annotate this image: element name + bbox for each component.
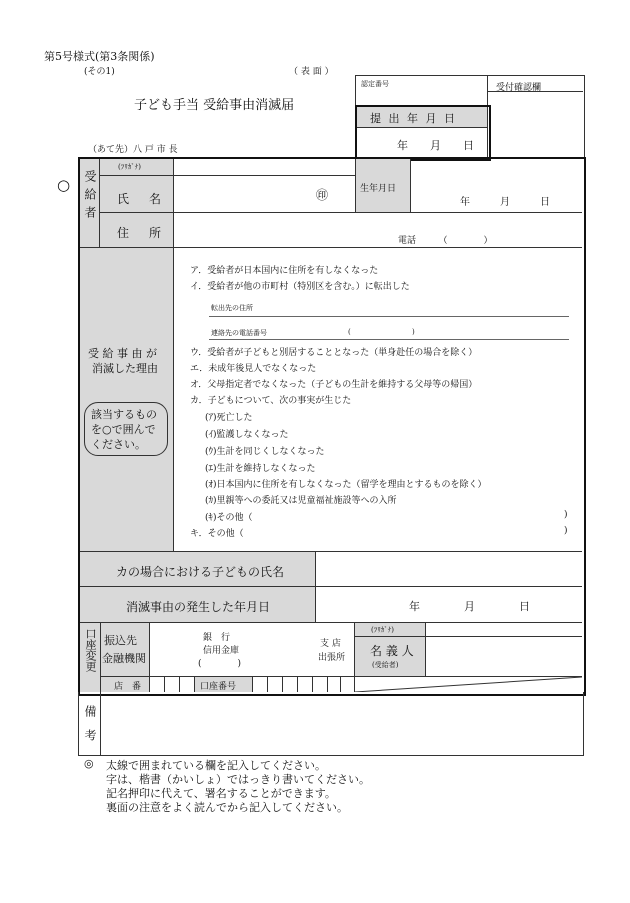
branch-type-shucho[interactable]: 出張所 [318,653,346,663]
recipient-group-label: 受給者 [83,170,97,224]
bank-type-shinkin[interactable]: 信用金庫 [203,646,240,656]
reason-note-3: ください。 [91,438,146,451]
date-value[interactable]: 年 月 日 [409,600,530,613]
account-number-label: 口座番号 [200,682,237,692]
child-name-label: カの場合における子どもの氏名 [116,565,285,579]
reason-sub-ki-close: ) [564,510,568,520]
form-side: （ 表 面 ） [289,67,334,77]
reason-note-2: を○で囲んで [91,423,156,436]
submit-date-value[interactable]: 年 月 日 [397,139,474,152]
remarks-label: 備考 [83,705,97,753]
bank-type-paren: ( ) [198,659,242,669]
form-sub: (その1) [84,67,115,77]
holder-label: 名 義 人 [370,644,414,658]
remarks-input[interactable] [102,694,580,754]
page-title: 子ども手当 受給事由消滅届 [134,98,295,113]
cert-number-label: 認定番号 [361,80,389,88]
addressee: （あて先）八 戸 市 長 [88,145,178,155]
branch-number-label: 店 番 [114,682,142,692]
address-label: 住 所 [117,226,166,240]
seal-mark: ㊞ [316,188,329,202]
receipt-label: 受付確認欄 [496,83,542,93]
notes-mark: ◎ [84,757,94,770]
recipient-circle: ○ [57,176,71,194]
reason-sub-a[interactable]: (ｱ)死亡した [205,413,253,423]
holder-sub-label: (受給者) [372,661,399,669]
reason-sub-ka[interactable]: (ｶ)里親等への委託又は児童福祉施設等への入所 [205,496,397,506]
furigana-label: (ﾌﾘｶﾞﾅ) [118,163,141,171]
reason-item-ki-close: ) [564,526,568,536]
note-line-1: 太線で囲まれている欄を記入してください。 [106,759,326,772]
holder-diagonal [355,677,582,692]
reason-item-ka[interactable]: カ．子どもについて、次の事実が生じた [190,396,352,406]
branch-type-shiten[interactable]: 支 店 [320,639,341,649]
move-phone-paren-close: ) [412,328,415,336]
form-number: 第5号様式(第3条関係) [44,50,155,63]
note-line-3: 記名押印に代えて、署名することができます。 [106,787,336,800]
submit-date-label: 提 出 年 月 日 [370,112,457,125]
bank-kikan-label: 金融機関 [102,652,146,665]
date-label: 消滅事由の発生した年月日 [126,600,271,614]
birth-label: 生年月日 [360,184,397,194]
note-line-2: 字は、楷書（かいしょ）ではっきり書いてください。 [106,773,370,786]
child-name-input[interactable] [317,553,580,585]
reason-note-1: 該当するもの [91,408,157,421]
name-label: 氏 名 [117,192,166,206]
holder-furigana-label: (ﾌﾘｶﾞﾅ) [371,626,394,634]
phone-label: 電話 （ ） [398,236,493,246]
reason-label-2: 消滅した理由 [92,362,158,375]
bank-furikomi-label: 振込先 [104,634,137,647]
reason-label-1: 受 給 事 由 が [88,347,157,360]
note-line-4: 裏面の注意をよく読んでから記入してください。 [106,801,348,814]
reason-item-u[interactable]: ウ．受給者が子どもと別居することとなった（単身赴任の場合を除く） [190,348,478,358]
move-address-label: 転出先の住所 [211,304,253,312]
move-phone-paren-open: ( [348,328,351,336]
reason-sub-ki[interactable]: (ｷ)その他（ [205,513,253,523]
birth-date-value[interactable]: 年 月 日 [460,197,550,208]
move-phone-label: 連絡先の電話番号 [211,329,267,337]
reason-sub-e[interactable]: (ｴ)生計を維持しなくなった [205,464,316,474]
address-input[interactable] [175,214,575,246]
reason-item-e[interactable]: エ．未成年後見人でなくなった [190,364,317,374]
reason-sub-i[interactable]: (ｲ)監護しなくなった [205,430,289,440]
bank-type-bank[interactable]: 銀 行 [203,633,231,643]
reason-sub-u[interactable]: (ｳ)生計を同じくしなくなった [205,447,325,457]
reason-sub-o[interactable]: (ｵ)日本国内に住所を有しなくなった（留学を理由とするものを除く） [205,480,487,490]
reason-item-o[interactable]: オ．父母指定者でなくなった（子どもの生計を維持する父母等の帰国） [190,380,478,390]
reason-item-i[interactable]: イ．受給者が他の市町村（特別区を含む。）に転出した [190,282,410,292]
bank-group-label: 口座変更 [84,628,97,672]
reason-item-a[interactable]: ア．受給者が日本国内に住所を有しなくなった [190,266,379,276]
reason-item-ki[interactable]: キ．その他（ [190,529,244,539]
